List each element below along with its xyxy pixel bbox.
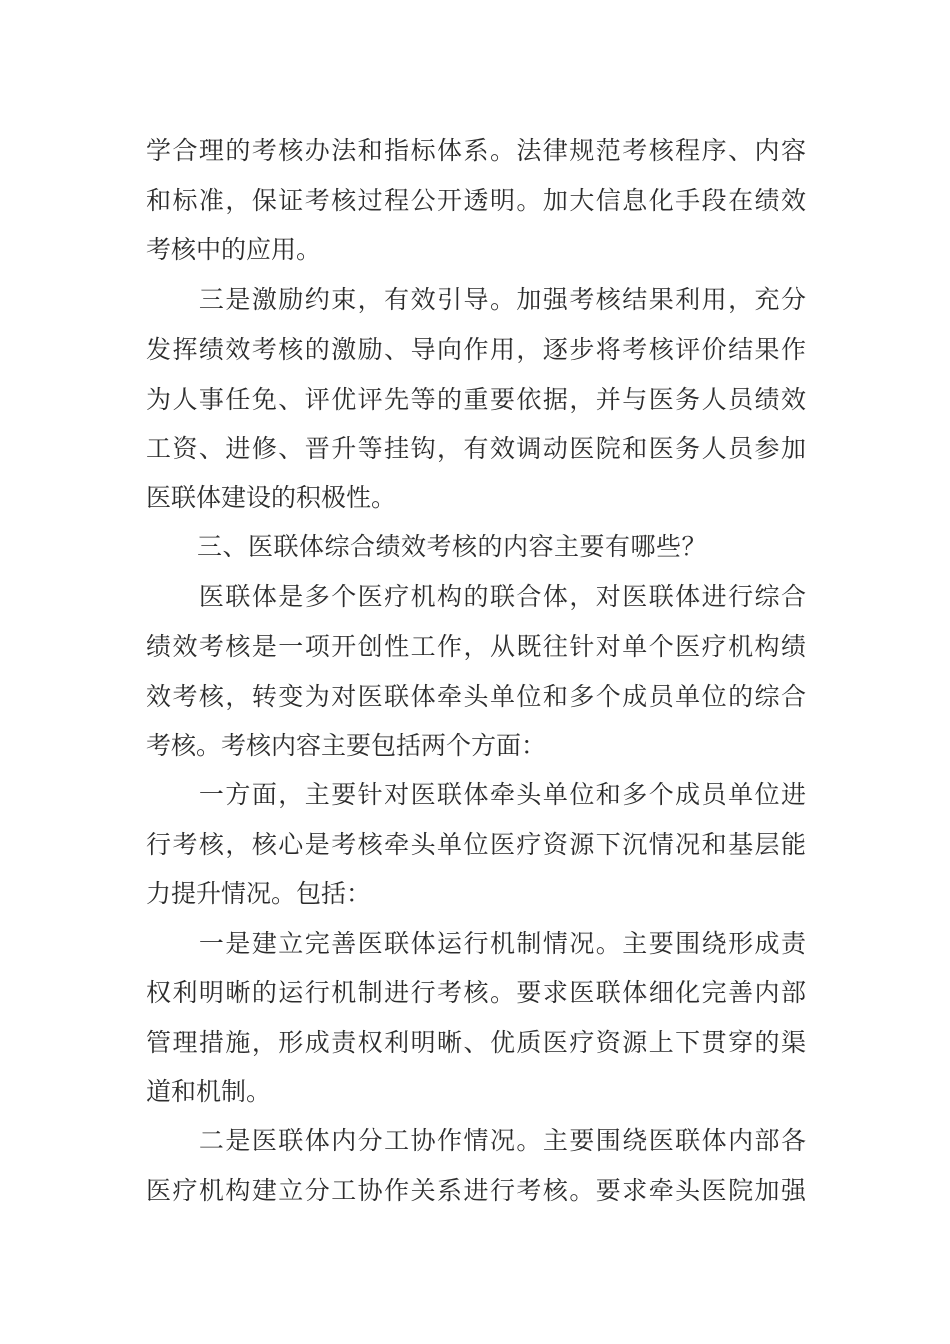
text-line: 医疗机构建立分工协作关系进行考核。要求牵头医院加强 (146, 1176, 806, 1205)
text-line: 工资、进修、晋升等挂钩，有效调动医院和医务人员参加 (146, 434, 806, 463)
text-line: 医联体是多个医疗机构的联合体，对医联体进行综合 (146, 582, 806, 611)
text-line: 三是激励约束，有效引导。加强考核结果利用，充分 (146, 285, 806, 314)
text-line: 一方面，主要针对医联体牵头单位和多个成员单位进 (146, 780, 806, 809)
text-line: 学合理的考核办法和指标体系。法律规范考核程序、内容 (146, 136, 806, 165)
text-line: 考核。考核内容主要包括两个方面： (146, 731, 547, 760)
text-line: 为人事任免、评优评先等的重要依据，并与医务人员绩效 (146, 385, 806, 414)
text-line: 医联体建设的积极性。 (146, 483, 397, 512)
text-line: 力提升情况。包括： (146, 879, 372, 908)
text-line: 道和机制。 (146, 1077, 272, 1106)
section-heading: 三、医联体综合绩效考核的内容主要有哪些？ (146, 532, 708, 561)
text-line: 和标准，保证考核过程公开透明。加大信息化手段在绩效 (146, 186, 806, 215)
text-line: 效考核，转变为对医联体牵头单位和多个成员单位的综合 (146, 682, 806, 711)
text-line: 一是建立完善医联体运行机制情况。主要围绕形成责 (146, 929, 806, 958)
text-line: 管理措施，形成责权利明晰、优质医疗资源上下贯穿的渠 (146, 1028, 806, 1057)
text-line: 二是医联体内分工协作情况。主要围绕医联体内部各 (146, 1126, 806, 1155)
text-line: 行考核，核心是考核牵头单位医疗资源下沉情况和基层能 (146, 830, 806, 859)
text-line: 考核中的应用。 (146, 235, 322, 264)
text-line: 绩效考核是一项开创性工作，从既往针对单个医疗机构绩 (146, 632, 806, 661)
text-line: 权利明晰的运行机制进行考核。要求医联体细化完善内部 (146, 978, 806, 1007)
text-line: 发挥绩效考核的激励、导向作用，逐步将考核评价结果作 (146, 335, 806, 364)
